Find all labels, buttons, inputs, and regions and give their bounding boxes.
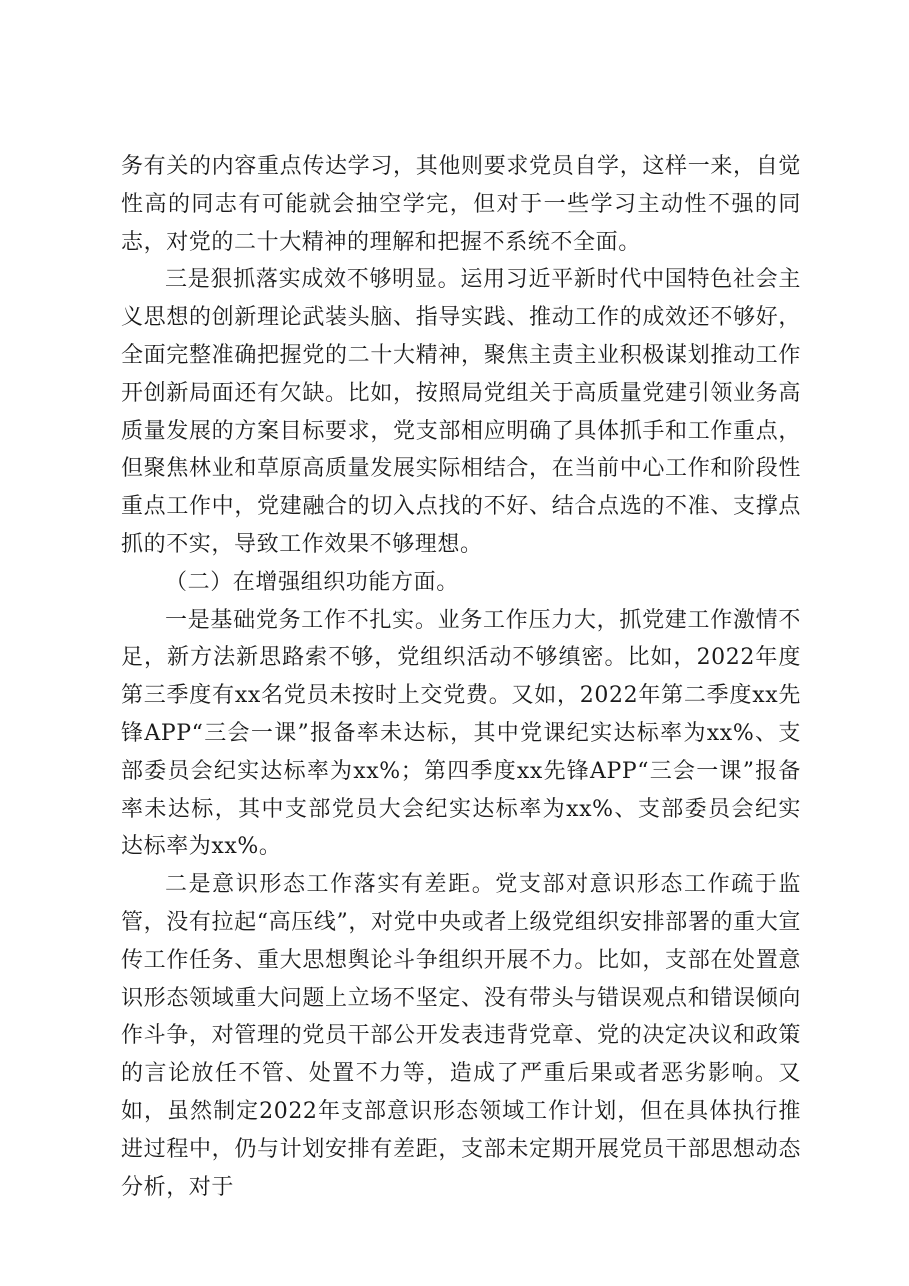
paragraph-implementation: 三是狠抓落实成效不够明显。运用习近平新时代中国特色社会主义思想的创新理论武装头脑、指导实践、推动工作的成效还不够好，全面完整准确把握党的二十大精神，聚焦主责主业积极谋划推动工作开创新局面还有欠缺。比如，按照局党组关于高质量党建引领业务高质量发展的方案目标要求，党支部相应明确了具体抓手和工作重点，但聚焦林业和草原高质量发展实际相结合，在当前中心工作和阶段性重点工作中，党建融合的切入点找的不好、结合点选的不准、支撑点抓的不实，导致工作效果不够理想。: [121, 267, 801, 557]
section-heading-organization: （二）在增强组织功能方面。: [165, 569, 459, 595]
paragraph-party-affairs: 一是基础党务工作不扎实。业务工作压力大，抓党建工作激情不足，新方法新思路索不够，党组织活动不够缜密。比如，2022年度第三季度有xx名党员未按时上交党费。又如，2022年第二季度xx先锋APP“三会一课”报备率未达标，其中党课纪实达标率为xx%、支部委员会纪实达标率为xx%；第四季度xx先锋APP“三会一课”报备率未达标，其中支部党员大会纪实达标率为xx%、支部委员会纪实达标率为xx%。: [121, 607, 801, 860]
document-body: [121, 148, 801, 1206]
paragraph-ideology: 二是意识形态工作落实有差距。党支部对意识形态工作疏于监管，没有拉起“高压线”，对党中央或者上级党组织安排部署的重大宣传工作任务、重大思想舆论斗争组织开展不力。比如，支部在处置意识形态领域重大问题上立场不坚定、没有带头与错误观点和错误倾向作斗争，对管理的党员干部公开发表违背党章、党的决定决议和政策的言论放任不管、处置不力等，造成了严重后果或者恶劣影响。又如，虽然制定2022年支部意识形态领域工作计划，但在具体执行推进过程中，仍与计划安排有差距，支部未定期开展党员干部思想动态分析，对于: [121, 872, 801, 1200]
paragraph-continuation: 务有关的内容重点传达学习，其他则要求党员自学，这样一来，自觉性高的同志有可能就会抽空学完，但对于一些学习主动性不强的同志，对党的二十大精神的理解和把握不系统不全面。: [121, 154, 801, 255]
